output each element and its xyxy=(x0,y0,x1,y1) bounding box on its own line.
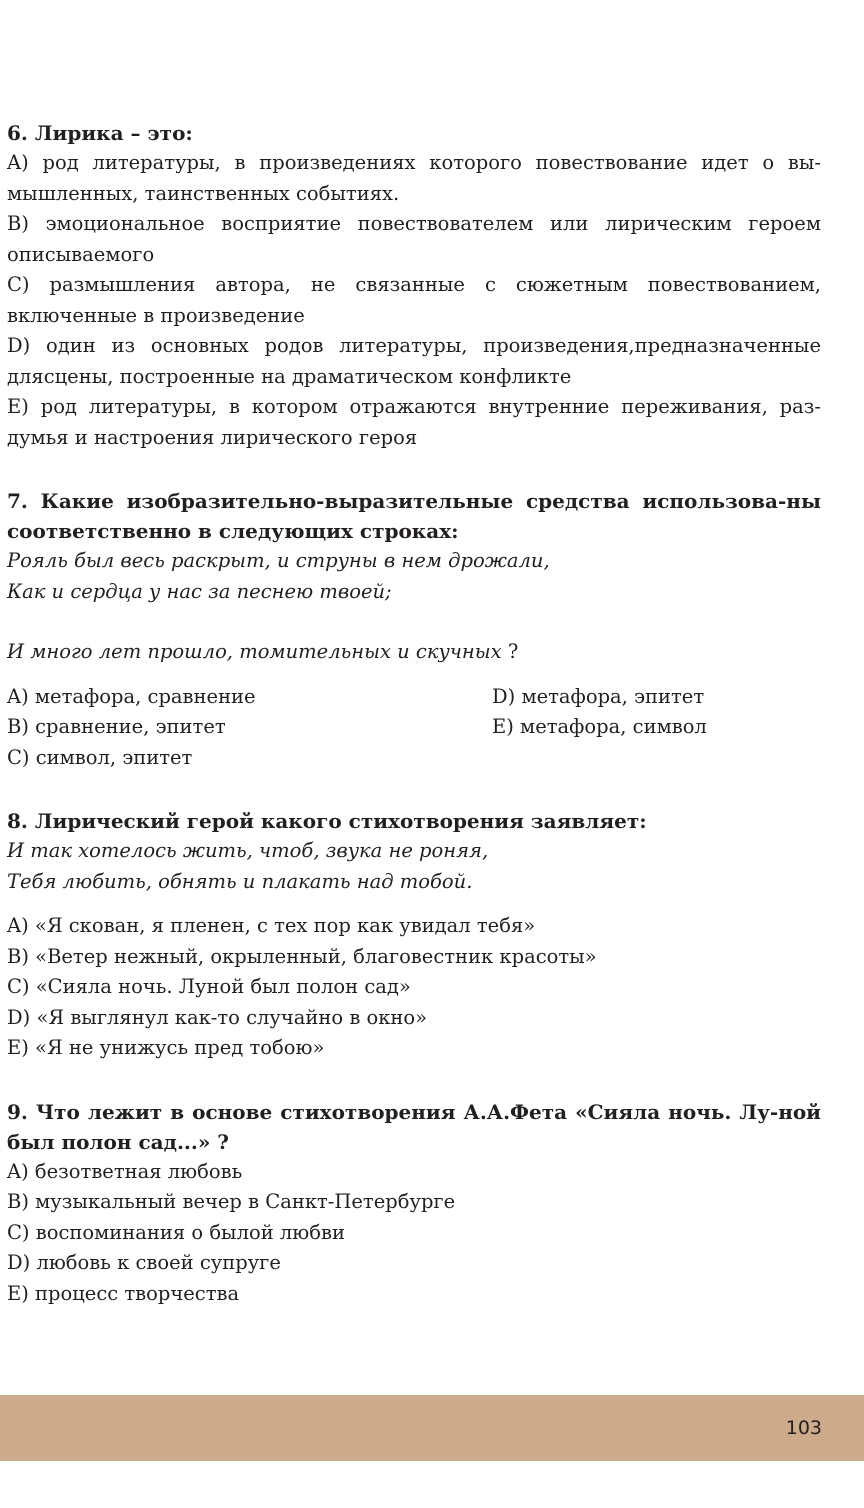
answer-option-b: B) «Ветер нежный, окрыленный, благовестник красоты» xyxy=(7,944,597,968)
answer-option-d: D) «Я выглянул как-то случайно в окно» xyxy=(7,1005,428,1029)
question-6 xyxy=(7,118,821,453)
question-7 xyxy=(7,486,821,773)
answer-option-c: C) символ, эпитет xyxy=(7,745,193,769)
question-9 xyxy=(7,1097,821,1310)
spacer xyxy=(7,897,821,911)
answer-option-e: E) процесс творчества xyxy=(7,1281,240,1305)
document-page xyxy=(7,118,821,1342)
answer-option-c: C) «Сияла ночь. Луной был полон сад» xyxy=(7,975,411,998)
answer-option-e: E) род литературы, в котором отражаются внутренние переживания, раз-думья и настроения лирического героя xyxy=(7,395,821,449)
answer-option-a: A) безответная любовь xyxy=(7,1159,243,1183)
answer-option-e: E) «Я не унижусь пред тобою» xyxy=(7,1036,325,1059)
answer-option-c: C) размышления автора, не связанные с сюжетным повествованием, включенные в произведение xyxy=(7,273,821,327)
answer-option-d: D) один из основных родов литературы, произведения,предназначенные длясцены, построенные на драматическом конфликте xyxy=(7,334,821,388)
answer-option-d: D) любовь к своей супруге xyxy=(7,1251,281,1274)
verse-line: Тебя любить, обнять и плакать над тобой. xyxy=(7,869,473,893)
question-title: 6. Лирика – это: xyxy=(7,121,193,145)
verse-line: Как и сердца у нас за песнею твоей; xyxy=(7,579,392,603)
question-8 xyxy=(7,806,821,1064)
answer-option-b: B) сравнение, эпитет xyxy=(7,715,226,738)
question-title: 9. Что лежит в основе стихотворения А.А.Фета «Сияла ночь. Лу-ной был полон сад...» ? xyxy=(7,1099,821,1154)
answer-option-b: B) эмоциональное восприятие повествователем или лирическим героем описываемого xyxy=(7,212,821,266)
question-mark: ? xyxy=(501,640,519,663)
answer-option-d: D) метафора, эпитет xyxy=(492,684,705,708)
answer-option-e: E) метафора, символ xyxy=(492,715,707,738)
question-title: 7. Какие изобразительно-выразительные средства использова-ны соответственно в следующих строках: xyxy=(7,489,821,543)
verse-line-with-question xyxy=(7,637,821,668)
verse-text: И много лет прошло, томительных и скучных xyxy=(7,640,502,663)
answer-option-c: C) воспоминания о былой любви xyxy=(7,1220,345,1244)
answer-option-a: A) метафора, сравнение xyxy=(7,684,256,708)
answer-options-grid xyxy=(7,682,821,774)
question-title: 8. Лирический герой какого стихотворения заявляет: xyxy=(7,809,647,833)
verse-line: И так хотелось жить, чтоб, звука не роняя, xyxy=(7,839,489,862)
answer-option-a: A) «Я скован, я пленен, с тех пор как увидал тебя» xyxy=(7,914,536,937)
verse-line: Рояль был весь раскрыт, и струны в нем дрожали, xyxy=(7,549,550,572)
spacer xyxy=(7,668,821,682)
spacer xyxy=(7,607,821,637)
page-number: 103 xyxy=(785,1417,822,1439)
answer-option-b: B) музыкальный вечер в Санкт-Петербурге xyxy=(7,1190,456,1213)
page-footer-band xyxy=(0,1395,864,1461)
answer-option-a: A) род литературы, в произведениях которого повествование идет о вы-мышленных, таинственных событиях. xyxy=(7,151,821,205)
